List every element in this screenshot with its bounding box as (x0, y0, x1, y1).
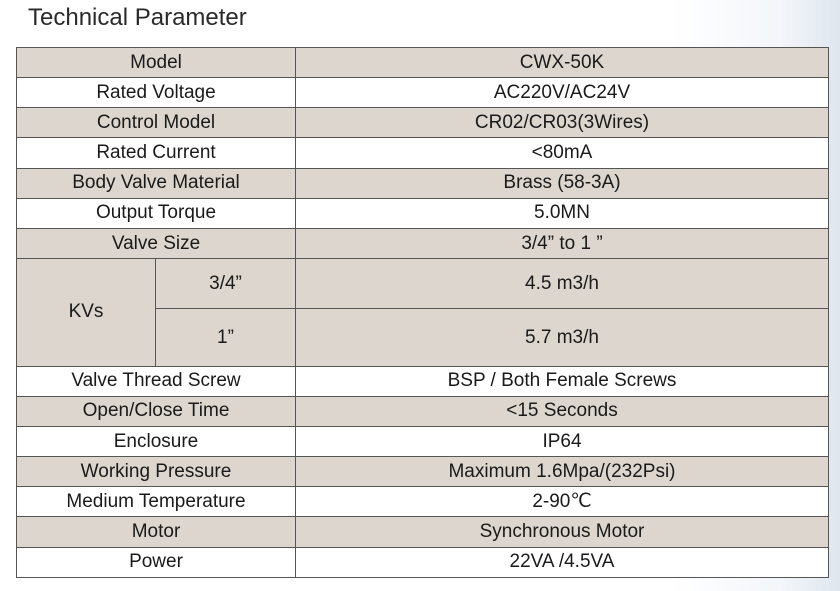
table-row (17, 427, 829, 457)
table-row (17, 487, 829, 517)
param-label: Enclosure (17, 427, 296, 457)
table-row (17, 168, 829, 198)
param-label: Valve Size (17, 228, 296, 258)
param-label: Power (17, 547, 296, 577)
kvs-size: 3/4” (156, 259, 296, 309)
param-value: 22VA /4.5VA (296, 547, 829, 577)
table-row (17, 198, 829, 228)
table-row (17, 138, 829, 168)
param-label: Control Model (17, 108, 296, 138)
table-row (17, 517, 829, 547)
param-value: 2-90℃ (296, 487, 829, 517)
table-row (17, 457, 829, 487)
page-title: Technical Parameter (28, 4, 247, 31)
param-value: CR02/CR03(3Wires) (296, 108, 829, 138)
param-label: Open/Close Time (17, 396, 296, 426)
param-value: IP64 (296, 427, 829, 457)
param-label: Working Pressure (17, 457, 296, 487)
table-row (17, 108, 829, 138)
param-label: Rated Current (17, 138, 296, 168)
param-value: 5.0MN (296, 198, 829, 228)
table-row (17, 547, 829, 577)
param-label: Output Torque (17, 198, 296, 228)
table-row-kvs (17, 259, 829, 309)
param-value: <80mA (296, 138, 829, 168)
param-value: <15 Seconds (296, 396, 829, 426)
table-row (17, 228, 829, 258)
param-label: Motor (17, 517, 296, 547)
param-value: BSP / Both Female Screws (296, 366, 829, 396)
kvs-value: 4.5 m3/h (296, 259, 829, 309)
param-value: Synchronous Motor (296, 517, 829, 547)
kvs-size: 1” (156, 309, 296, 366)
param-value: AC220V/AC24V (296, 78, 829, 108)
param-value: Maximum 1.6Mpa/(232Psi) (296, 457, 829, 487)
table-row (17, 78, 829, 108)
param-label: Medium Temperature (17, 487, 296, 517)
technical-parameter-table (16, 47, 829, 578)
param-label: Valve Thread Screw (17, 366, 296, 396)
param-value: Brass (58-3A) (296, 168, 829, 198)
kvs-value: 5.7 m3/h (296, 309, 829, 366)
param-label: Rated Voltage (17, 78, 296, 108)
kvs-label: KVs (17, 259, 156, 367)
param-label: Model (17, 48, 296, 78)
param-value: 3/4” to 1 ” (296, 228, 829, 258)
table-row (17, 366, 829, 396)
param-value: CWX-50K (296, 48, 829, 78)
table-row (17, 48, 829, 78)
param-label: Body Valve Material (17, 168, 296, 198)
table-row (17, 396, 829, 426)
